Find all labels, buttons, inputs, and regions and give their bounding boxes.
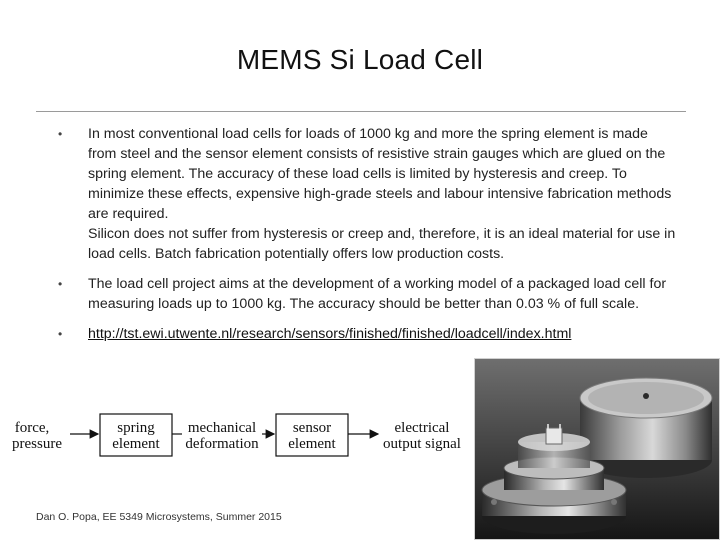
- output-label: electrical: [394, 420, 450, 436]
- output-label: output signal: [383, 436, 461, 452]
- diagram-input-label: force,: [14, 420, 50, 436]
- diagram-input-label: pressure: [12, 436, 62, 452]
- slide-footer: Dan O. Popa, EE 5349 Microsystems, Summer 2015: [36, 511, 282, 523]
- bullet-item: [36, 324, 676, 344]
- sensor-element-label: sensor: [292, 420, 332, 436]
- spring-element-label: element: [112, 436, 160, 452]
- load-cell-photo: [474, 358, 720, 540]
- bullet-marker: •: [58, 127, 63, 141]
- bullet-item: [36, 274, 676, 314]
- deformation-label: deformation: [185, 436, 259, 452]
- slide-title: MEMS Si Load Cell: [236, 44, 484, 75]
- spring-element-label: spring: [117, 420, 155, 436]
- signal-flow-diagram: [0, 404, 470, 474]
- bullet-text: The load cell project aims at the development of a working model of a packaged load cell for measuring loads up to 1000 kg. The accuracy should be better than 0.03 % of full scale.: [88, 276, 667, 312]
- loadcell-link[interactable]: http://tst.ewi.utwente.nl/research/sensors/finished/finished/loadcell/index.html: [88, 326, 572, 342]
- bullet-marker: •: [58, 327, 63, 341]
- bullet-list: [36, 124, 676, 344]
- bullet-marker: •: [58, 277, 63, 291]
- bullet-item: [36, 124, 676, 264]
- deformation-label: mechanical: [187, 420, 257, 436]
- title-divider: [36, 111, 686, 112]
- bullet-text: In most conventional load cells for loads of 1000 kg and more the spring element is made from steel and the sensor element consists of resistive strain gauges which are glued on the spring element. The accuracy of these load cells is limited by hysteresis and creep. To minimize these effects, expensive high-grade steels and labour intensive fabrication methods are required.: [88, 126, 672, 222]
- sensor-element-label: element: [288, 436, 336, 452]
- bullet-text: Silicon does not suffer from hysteresis or creep and, therefore, it is an ideal material for use in load cells. Batch fabrication potentially offers low production costs.: [88, 226, 676, 262]
